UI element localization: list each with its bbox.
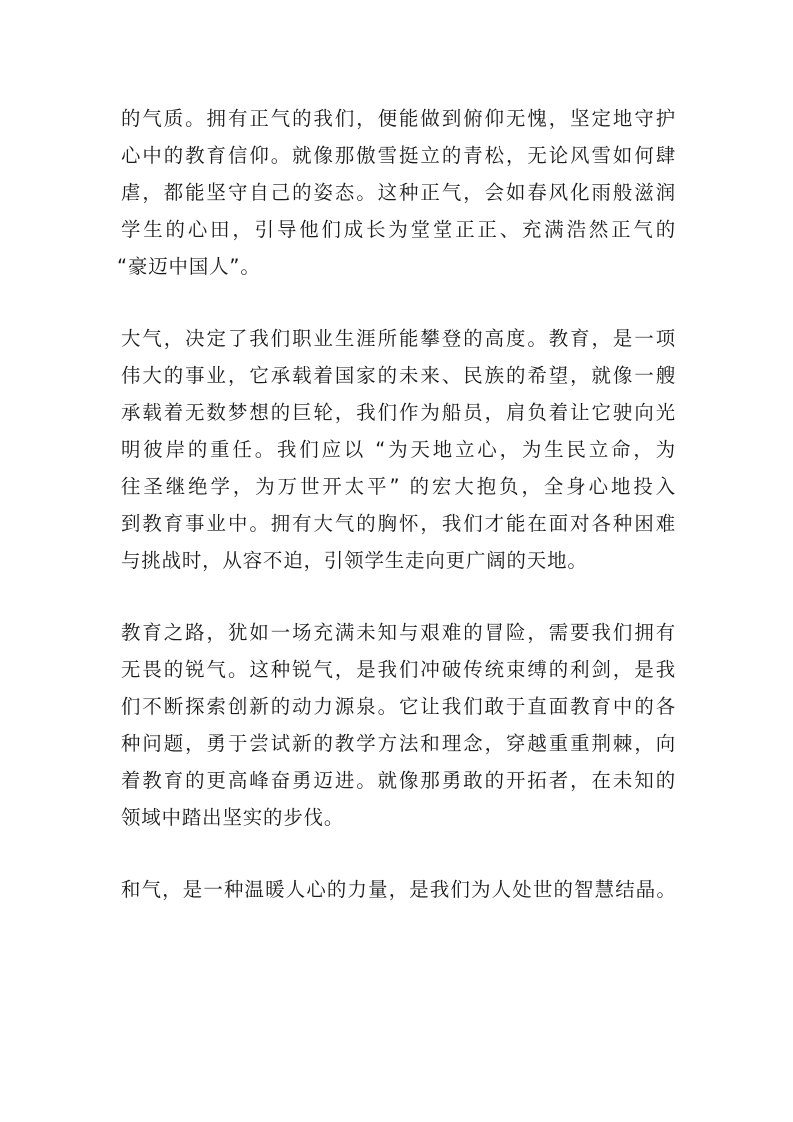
text-line: 领域中踏出坚实的步伐。: [121, 806, 345, 829]
text-line: 大气，决定了我们职业生涯所能攀登的高度。教育，是一项: [121, 327, 676, 350]
text-line: 和气，是一种温暖人心的力量，是我们为人处世的智慧结晶。: [121, 878, 676, 901]
text-line: 们不断探索创新的动力源泉。它让我们敢于直面教育中的各: [121, 695, 676, 718]
text-line: “豪迈中国人”。: [117, 255, 261, 278]
text-line: 明彼岸的重任。我们应以 “为天地立心，为生民立命，为: [121, 438, 676, 461]
text-line: 心中的教育信仰。就像那傲雪挺立的青松，无论风雪如何肆: [121, 144, 676, 167]
text-line: 承载着无数梦想的巨轮，我们作为船员，肩负着让它驶向光: [121, 401, 676, 424]
text-line: 往圣继绝学，为万世开太平” 的宏大抱负，全身心地投入: [121, 475, 676, 498]
text-line: 种问题，勇于尝试新的教学方法和理念，穿越重重荆棘，向: [121, 732, 676, 755]
text-line: 的气质。拥有正气的我们，便能做到俯仰无愧，坚定地守护: [121, 107, 676, 130]
text-line: 与挑战时，从容不迫，引领学生走向更广阔的天地。: [121, 549, 588, 572]
text-line: 伟大的事业，它承载着国家的未来、民族的希望，就像一艘: [121, 364, 676, 387]
text-line: 教育之路，犹如一场充满未知与艰难的冒险，需要我们拥有: [121, 621, 676, 644]
text-line: 虐，都能坚守自己的姿态。这种正气，会如春风化雨般滋润: [121, 181, 676, 204]
text-line: 学生的心田，引导他们成长为堂堂正正、充满浩然正气的: [121, 218, 676, 241]
text-line: 着教育的更高峰奋勇迈进。就像那勇敢的开拓者，在未知的: [121, 769, 676, 792]
text-line: 无畏的锐气。这种锐气，是我们冲破传统束缚的利剑，是我: [121, 658, 676, 681]
text-line: 到教育事业中。拥有大气的胸怀，我们才能在面对各种困难: [121, 512, 676, 535]
